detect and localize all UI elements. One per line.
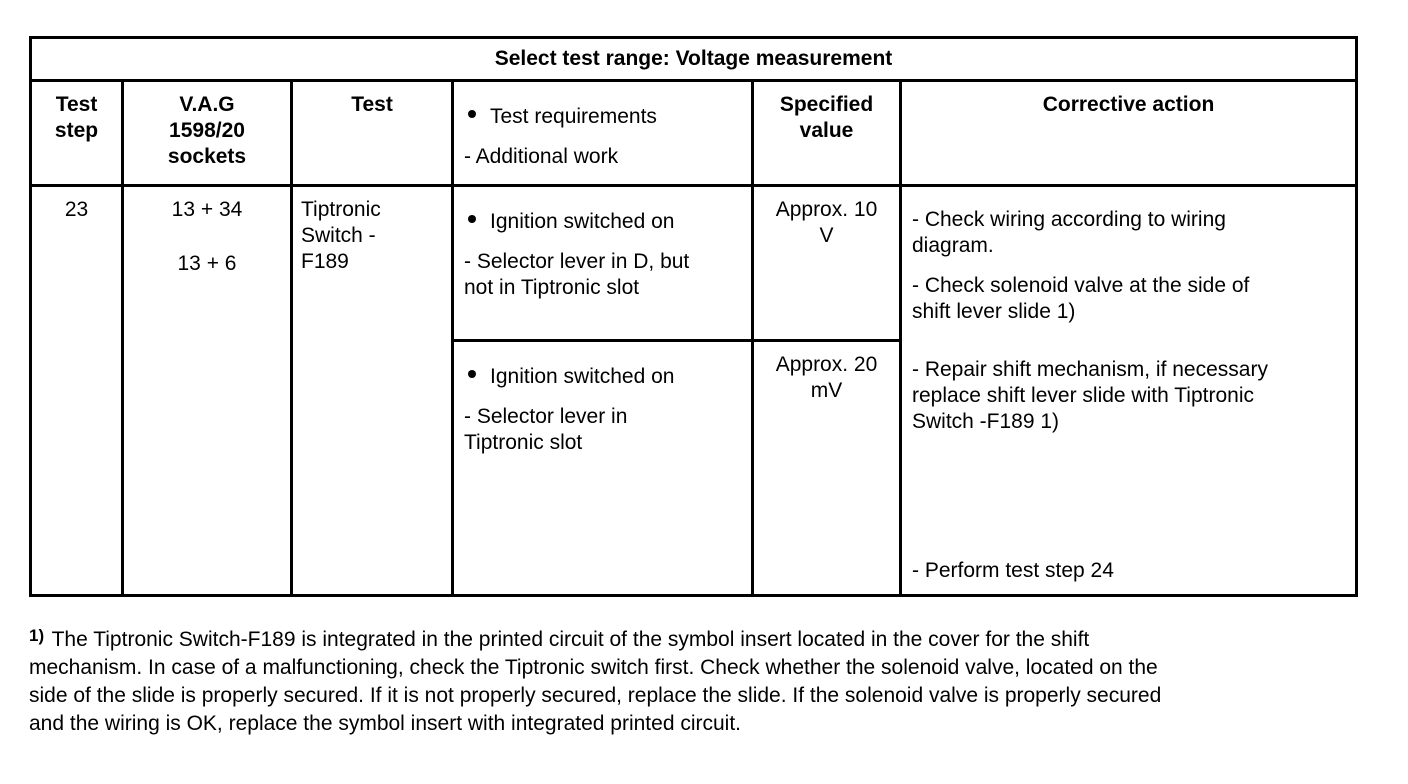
spec1-line: V [819, 224, 834, 247]
req2-dash-line: Tiptronic slot [464, 431, 583, 454]
header-requirements-bullet-text: Test requirements [490, 105, 657, 128]
socket-pair: 13 + 6 [177, 252, 237, 275]
header-test [292, 81, 453, 186]
corrective-line: shift lever slide 1) [912, 300, 1076, 323]
cell-test-step [31, 186, 123, 596]
test-step-value: 23 [64, 198, 89, 221]
req1-dash-line: not in Tiptronic slot [464, 276, 640, 299]
cell-requirements-2 [453, 341, 753, 596]
bullet-icon [468, 370, 476, 378]
footnote-line: mechanism. In case of a malfunctioning, check the Tiptronic switch first. Check whether the solenoid valve, located on the [29, 656, 1158, 679]
test-name-line: Tiptronic [301, 198, 381, 221]
footnote-line-text: The Tiptronic Switch-F189 is integrated in the printed circuit of the symbol insert located in the cover for the shift [46, 628, 1090, 651]
header-requirements-dash: - Additional work [464, 145, 619, 168]
header-vag-line: sockets [167, 145, 247, 168]
header-specified-line: value [799, 119, 854, 142]
footnote-marker: 1) [29, 626, 45, 645]
header-specified-value [753, 81, 901, 186]
req2-bullet-line [464, 364, 741, 390]
header-requirements-bullet-line [464, 104, 741, 130]
cell-sockets [123, 186, 292, 596]
header-test-step-line: step [54, 119, 99, 142]
header-specified-line: Specified [779, 93, 874, 116]
corrective-item-2 [912, 273, 1345, 325]
header-vag-line: V.A.G [179, 93, 235, 116]
bullet-icon [468, 110, 476, 118]
corrective-line: - Check solenoid valve at the side of [912, 274, 1250, 297]
footnote-line: side of the slide is properly secured. If it is not properly secured, replace the slide. If the solenoid valve is properly secured [29, 684, 1162, 707]
corrective-line: Switch -F189 1) [912, 410, 1060, 433]
corrective-item-1 [912, 207, 1345, 259]
cell-requirements-1 [453, 186, 753, 341]
test-name-line: F189 [301, 250, 349, 273]
header-requirements [453, 81, 753, 186]
header-corrective-label: Corrective action [1042, 93, 1215, 116]
req1-dash-line: - Selector lever in D, but [464, 250, 690, 273]
spec2-line: mV [810, 379, 843, 402]
cell-specified-2 [753, 341, 901, 596]
corrective-line: - Repair shift mechanism, if necessary [912, 358, 1268, 381]
test-name-line: Switch - [301, 224, 376, 247]
header-test-step-line: Test [55, 93, 98, 116]
corrective-line: diagram. [912, 234, 994, 257]
spec1-line: Approx. 10 [775, 198, 878, 221]
test-table [29, 36, 1358, 597]
footnote-line: and the wiring is OK, replace the symbol insert with integrated printed circuit. [29, 712, 742, 735]
header-vag-sockets [123, 81, 292, 186]
table-title: Select test range: Voltage measurement [31, 38, 1357, 81]
socket-pair: 13 + 34 [171, 198, 243, 221]
spec2-line: Approx. 20 [775, 353, 878, 376]
cell-specified-1 [753, 186, 901, 341]
req1-bullet-line [464, 209, 741, 235]
header-vag-line: 1598/20 [169, 119, 245, 142]
cell-test [292, 186, 453, 596]
footnote-line [29, 626, 1349, 654]
corrective-line: - Check wiring according to wiring [912, 208, 1226, 231]
footnote [29, 626, 1349, 738]
header-test-label: Test [351, 93, 393, 116]
req2-bullet-text: Ignition switched on [490, 365, 675, 388]
header-test-step [31, 81, 123, 186]
req2-dash-line: - Selector lever in [464, 405, 628, 428]
cell-corrective-action [901, 186, 1357, 596]
corrective-last-item: - Perform test step 24 [912, 559, 1114, 582]
corrective-line: replace shift lever slide with Tiptronic [912, 384, 1254, 407]
req1-bullet-text: Ignition switched on [490, 210, 675, 233]
corrective-item-3 [912, 357, 1345, 435]
header-corrective-action [901, 81, 1357, 186]
bullet-icon [468, 215, 476, 223]
